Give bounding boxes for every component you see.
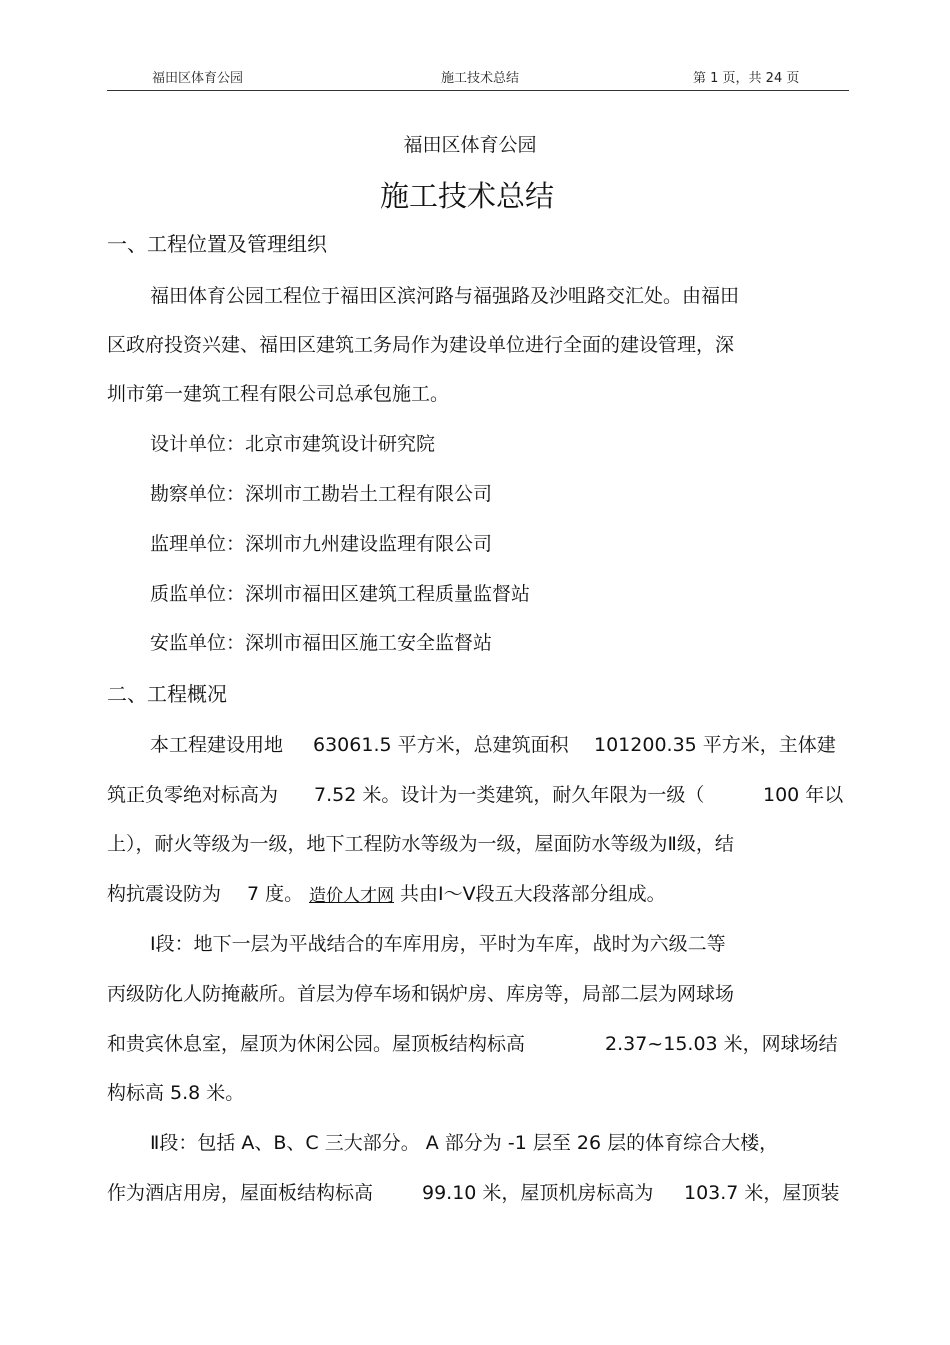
paragraph-line: 圳市第一建筑工程有限公司总承包施工。 [107, 383, 450, 405]
paragraph-line: 上），耐火等级为一级，地下工程防水等级为一级，屋面防水等级为Ⅱ级，结 [107, 833, 734, 855]
watermark-link[interactable]: 造价人才网 [309, 886, 394, 906]
section-1-heading: 一、工程位置及管理组织 [107, 232, 327, 256]
paragraph-segment: 2.37~15.03 米，网球场结 [605, 1033, 838, 1055]
paragraph-line: 福田体育公园工程位于福田区滨河路与福强路及沙咀路交汇处。由福田 [150, 285, 740, 307]
document-title: 施工技术总结 [379, 179, 554, 213]
paragraph-segment: 本工程建设用地 [150, 734, 284, 756]
header-page-number: 第 1 页，共 24 页 [693, 71, 800, 86]
paragraph-line: Ⅱ段：包括 A、B、C 三大部分。 A 部分为 -1 层至 26 层的体育综合大楼， [150, 1132, 779, 1154]
header-rule [107, 90, 849, 91]
paragraph-segment: 共由Ⅰ～Ⅴ段五大段落部分组成。 [400, 883, 666, 905]
paragraph-segment: 7 度。 [247, 883, 304, 905]
paragraph-line: Ⅰ段：地下一层为平战结合的车库用房，平时为车库，战时为六级二等 [150, 933, 726, 955]
paragraph-line: 区政府投资兴建、福田区建筑工务局作为建设单位进行全面的建设管理，深 [107, 334, 735, 356]
paragraph-segment: 63061.5 平方米，总建筑面积 [313, 734, 569, 756]
paragraph-segment: 筑正负零绝对标高为 [107, 784, 279, 806]
paragraph-segment: 和贵宾休息室，屋顶为休闲公园。屋顶板结构标高 [107, 1033, 526, 1055]
paragraph-segment: 100 年以 [763, 784, 844, 806]
section-2-heading: 二、工程概况 [107, 682, 227, 706]
paragraph-segment: 101200.35 平方米，主体建 [594, 734, 836, 756]
paragraph-segment: 103.7 米，屋顶装 [684, 1182, 840, 1204]
header-left-text: 福田区体育公园 [152, 71, 244, 86]
paragraph-segment: 构抗震设防为 [107, 883, 222, 905]
paragraph-segment: 99.10 米，屋顶机房标高为 [422, 1182, 654, 1204]
paragraph-line: 丙级防化人防掩蔽所。首层为停车场和锅炉房、库房等，局部二层为网球场 [107, 983, 735, 1005]
unit-safety: 安监单位：深圳市福田区施工安全监督站 [150, 632, 493, 654]
paragraph-segment: 作为酒店用房，屋面板结构标高 [107, 1182, 374, 1204]
paragraph-segment: 7.52 米。设计为一类建筑，耐久年限为一级（ [314, 784, 705, 806]
paragraph-line: 构标高 5.8 米。 [107, 1082, 245, 1104]
unit-survey: 勘察单位：深圳市工勘岩土工程有限公司 [150, 483, 493, 505]
unit-design: 设计单位：北京市建筑设计研究院 [150, 433, 436, 455]
document-subtitle: 福田区体育公园 [403, 134, 537, 156]
unit-quality: 质监单位：深圳市福田区建筑工程质量监督站 [150, 583, 531, 605]
unit-supervision: 监理单位：深圳市九州建设监理有限公司 [150, 533, 493, 555]
header-center-text: 施工技术总结 [441, 71, 520, 86]
